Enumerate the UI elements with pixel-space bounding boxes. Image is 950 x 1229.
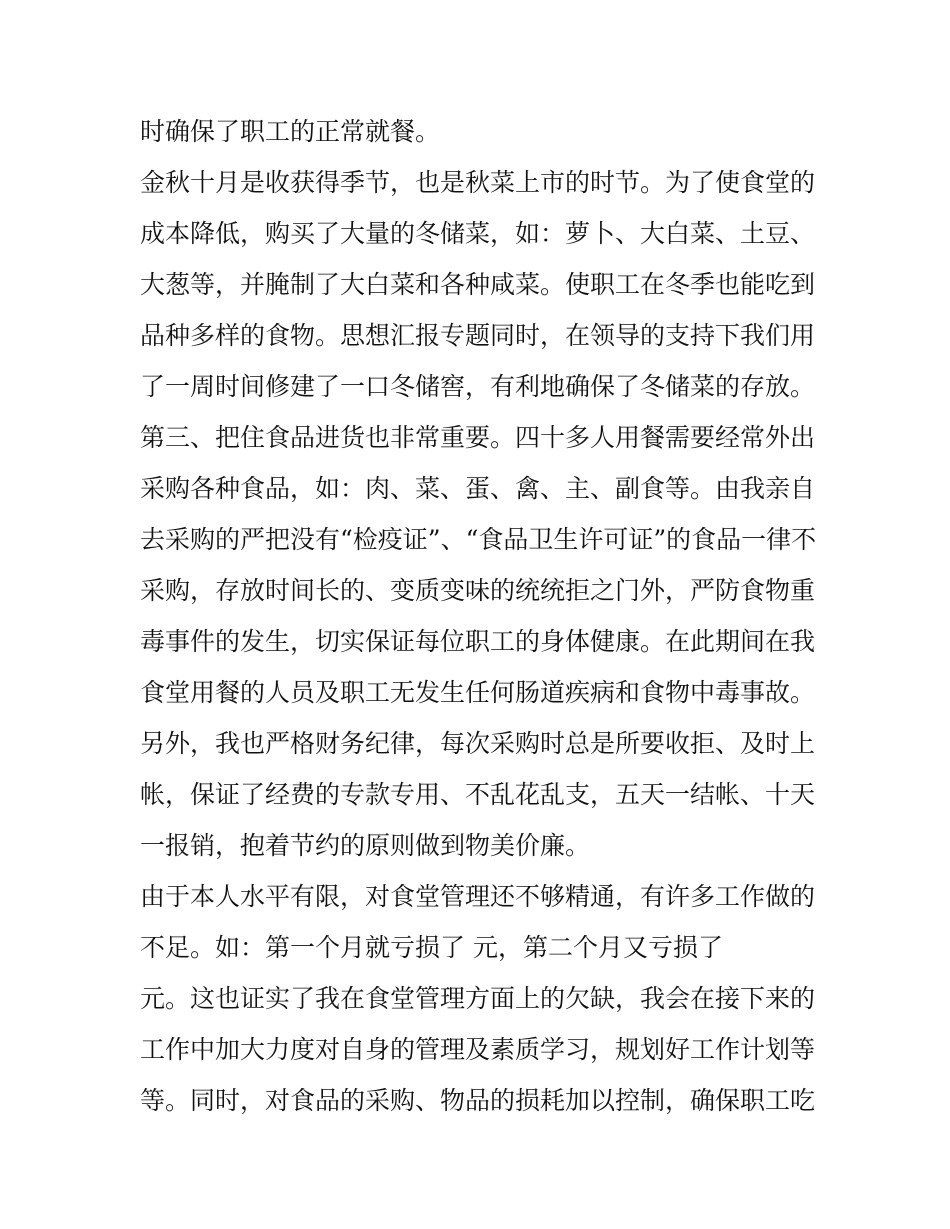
text-line: 采购，存放时间长的、变质变味的统统拒之门外，严防食物重	[140, 576, 816, 605]
text-line: 去采购的严把没有“检疫证”、“食品卫生许可证”的食品一律不	[140, 525, 817, 554]
text-line: 工作中加大力度对自身的管理及素质学习，规划好工作计划等	[140, 1035, 816, 1064]
text-line: 成本降低，购买了大量的冬储菜，如：萝卜、大白菜、土豆、	[140, 219, 816, 248]
text-line: 帐，保证了经费的专款专用、不乱花乱支，五天一结帐、十天	[140, 780, 816, 809]
text-line: 采购各种食品，如：肉、菜、蛋、禽、主、副食等。由我亲自	[140, 474, 816, 503]
text-line: 毒事件的发生，切实保证每位职工的身体健康。在此期间在我	[140, 627, 816, 656]
text-line: 等。同时，对食品的采购、物品的损耗加以控制，确保职工吃	[140, 1086, 816, 1115]
document-body	[140, 106, 820, 1126]
text-line: 另外，我也严格财务纪律，每次采购时总是所要收拒、及时上	[140, 729, 816, 758]
text-line: 由于本人水平有限，对食堂管理还不够精通，有许多工作做的	[140, 882, 816, 911]
text-line: 品种多样的食物。思想汇报专题同时，在领导的支持下我们用	[140, 321, 816, 350]
text-line: 时确保了职工的正常就餐。	[140, 117, 441, 146]
text-line: 元。这也证实了我在食堂管理方面上的欠缺，我会在接下来的	[140, 984, 816, 1013]
text-line: 大葱等，并腌制了大白菜和各种咸菜。使职工在冬季也能吃到	[140, 270, 816, 299]
text-line: 食堂用餐的人员及职工无发生任何肠道疾病和食物中毒事故。	[140, 678, 816, 707]
text-line: 不足。如：第一个月就亏损了 元，第二个月又亏损了	[140, 933, 723, 962]
text-line: 了一周时间修建了一口冬储窖，有利地确保了冬储菜的存放。	[140, 372, 816, 401]
text-line: 第三、把住食品进货也非常重要。四十多人用餐需要经常外出	[140, 423, 816, 452]
text-line: 金秋十月是收获得季节，也是秋菜上市的时节。为了使食堂的	[140, 168, 816, 197]
text-line: 一报销，抱着节约的原则做到物美价廉。	[140, 831, 591, 860]
